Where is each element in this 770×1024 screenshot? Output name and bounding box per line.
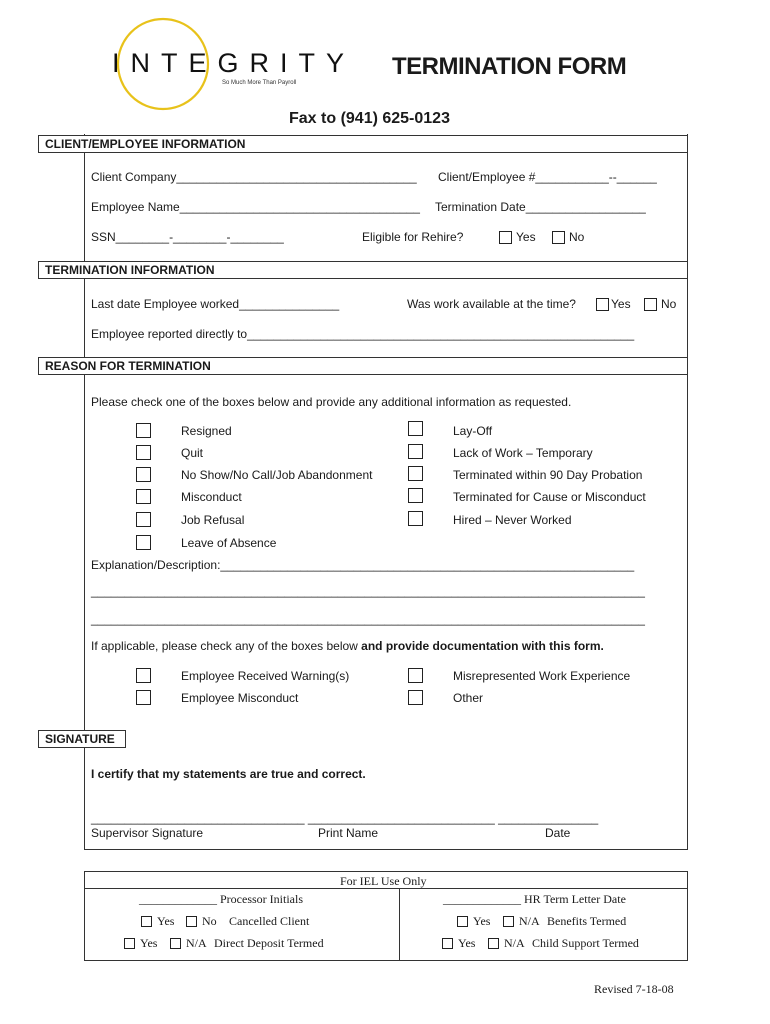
client-employee-number-field[interactable]: Client/Employee #___________--______ xyxy=(438,170,657,184)
print-name-label: Print Name xyxy=(318,826,379,840)
doc-label-warning: Employee Received Warning(s) xyxy=(181,669,350,683)
child-support-yes-checkbox[interactable] xyxy=(442,938,453,949)
iel-mid-divider xyxy=(399,888,400,961)
last-date-field[interactable]: Last date Employee worked_______________ xyxy=(91,297,340,311)
section-header-signature: SIGNATURE xyxy=(38,730,126,748)
reason-checkbox-never-worked[interactable] xyxy=(408,511,423,526)
reason-label-no-show: No Show/No Call/Job Abandonment xyxy=(181,468,373,482)
deposit-yes-checkbox[interactable] xyxy=(124,938,135,949)
deposit-na-checkbox[interactable] xyxy=(170,938,181,949)
certify-statement: I certify that my statements are true and correct. xyxy=(91,767,366,781)
processor-initials-field[interactable]: _____________ Processor Initials xyxy=(139,892,303,906)
section-header-termination: TERMINATION INFORMATION xyxy=(38,261,688,279)
reason-label-quit: Quit xyxy=(181,446,204,460)
doc-checkbox-other[interactable] xyxy=(408,690,423,705)
direct-deposit-label: Direct Deposit Termed xyxy=(214,936,324,950)
logo-tagline: So Much More Than Payroll xyxy=(222,80,297,86)
reason-checkbox-job-refusal[interactable] xyxy=(136,512,151,527)
child-support-label: Child Support Termed xyxy=(532,936,639,950)
reason-label-layoff: Lay-Off xyxy=(453,424,493,438)
rehire-yes-label: Yes xyxy=(516,230,536,244)
doc-instructions-bold: and provide documentation with this form. xyxy=(361,639,604,653)
signature-lines[interactable]: ________________________________ ____________________________ _______________ xyxy=(91,811,599,825)
benefits-na-checkbox[interactable] xyxy=(503,916,514,927)
client-company-field[interactable]: Client Company____________________________________ xyxy=(91,170,417,184)
doc-checkbox-warning[interactable] xyxy=(136,668,151,683)
reason-checkbox-probation[interactable] xyxy=(408,466,423,481)
child-support-yes-label: Yes xyxy=(458,936,476,950)
reason-checkbox-layoff[interactable] xyxy=(408,421,423,436)
doc-label-misconduct: Employee Misconduct xyxy=(181,691,299,705)
reason-label-leave: Leave of Absence xyxy=(181,536,277,550)
reason-checkbox-quit[interactable] xyxy=(136,445,151,460)
doc-checkbox-misconduct[interactable] xyxy=(136,690,151,705)
cancelled-no-checkbox[interactable] xyxy=(186,916,197,927)
hr-letter-date-field[interactable]: _____________ HR Term Letter Date xyxy=(443,892,626,906)
ssn-field[interactable]: SSN________-________-________ xyxy=(91,230,284,244)
work-available-no-checkbox[interactable] xyxy=(644,298,657,311)
reason-checkbox-cause[interactable] xyxy=(408,488,423,503)
child-support-na-checkbox[interactable] xyxy=(488,938,499,949)
reason-checkbox-misconduct[interactable] xyxy=(136,489,151,504)
rehire-yes-checkbox[interactable] xyxy=(499,231,512,244)
explanation-line-1[interactable]: ___________________________________________________________________________________ xyxy=(91,584,645,598)
reported-to-field[interactable]: Employee reported directly to__________________________________________________________ xyxy=(91,327,635,341)
deposit-na-label: N/A xyxy=(186,936,207,950)
benefits-na-label: N/A xyxy=(519,914,540,928)
reason-checkbox-lack-of-work[interactable] xyxy=(408,444,423,459)
reason-label-probation: Terminated within 90 Day Probation xyxy=(453,468,643,482)
documentation-instructions xyxy=(91,639,604,653)
doc-checkbox-misrepresented[interactable] xyxy=(408,668,423,683)
reason-checkbox-leave[interactable] xyxy=(136,535,151,550)
work-available-label: Was work available at the time? xyxy=(407,297,576,311)
iel-title: For IEL Use Only xyxy=(340,874,427,888)
cancelled-client-label: Cancelled Client xyxy=(229,914,310,928)
eligible-rehire-label: Eligible for Rehire? xyxy=(362,230,464,244)
reason-label-misconduct: Misconduct xyxy=(181,490,242,504)
explanation-field[interactable]: Explanation/Description:______________________________________________________________ xyxy=(91,558,635,572)
reason-checkbox-resigned[interactable] xyxy=(136,423,151,438)
reason-label-never-worked: Hired – Never Worked xyxy=(453,513,572,527)
section-header-reason: REASON FOR TERMINATION xyxy=(38,357,688,375)
reason-label-lack-of-work: Lack of Work – Temporary xyxy=(453,446,593,460)
fax-number: Fax to (941) 625-0123 xyxy=(289,110,450,127)
work-available-yes-checkbox[interactable] xyxy=(596,298,609,311)
cancelled-yes-checkbox[interactable] xyxy=(141,916,152,927)
supervisor-signature-label: Supervisor Signature xyxy=(91,826,204,840)
revised-date: Revised 7-18-08 xyxy=(594,982,674,996)
deposit-yes-label: Yes xyxy=(140,936,158,950)
reason-instructions: Please check one of the boxes below and provide any additional information as requested. xyxy=(91,395,572,409)
date-label: Date xyxy=(545,826,571,840)
rehire-no-checkbox[interactable] xyxy=(552,231,565,244)
doc-instructions-plain: If applicable, please check any of the boxes below xyxy=(91,639,362,653)
benefits-termed-label: Benefits Termed xyxy=(547,914,627,928)
employee-name-field[interactable]: Employee Name____________________________________ xyxy=(91,200,420,214)
page-title: TERMINATION FORM xyxy=(392,53,627,80)
section-header-client: CLIENT/EMPLOYEE INFORMATION xyxy=(38,135,688,153)
work-available-no-label: No xyxy=(661,297,677,311)
work-available-yes-label: Yes xyxy=(611,297,631,311)
logo-brand: INTEGRITY xyxy=(112,48,356,78)
rehire-no-label: No xyxy=(569,230,585,244)
cancelled-yes-label: Yes xyxy=(157,914,175,928)
doc-label-other: Other xyxy=(453,691,484,705)
benefits-yes-checkbox[interactable] xyxy=(457,916,468,927)
reason-label-cause: Terminated for Cause or Misconduct xyxy=(453,490,646,504)
cancelled-no-label: No xyxy=(202,914,217,928)
reason-label-resigned: Resigned xyxy=(181,424,232,438)
explanation-line-2[interactable]: ___________________________________________________________________________________ xyxy=(91,612,645,626)
logo xyxy=(108,14,356,114)
child-support-na-label: N/A xyxy=(504,936,525,950)
termination-date-field[interactable]: Termination Date__________________ xyxy=(435,200,646,214)
benefits-yes-label: Yes xyxy=(473,914,491,928)
reason-label-job-refusal: Job Refusal xyxy=(181,513,245,527)
reason-checkbox-no-show[interactable] xyxy=(136,467,151,482)
doc-label-misrepresented: Misrepresented Work Experience xyxy=(453,669,631,683)
